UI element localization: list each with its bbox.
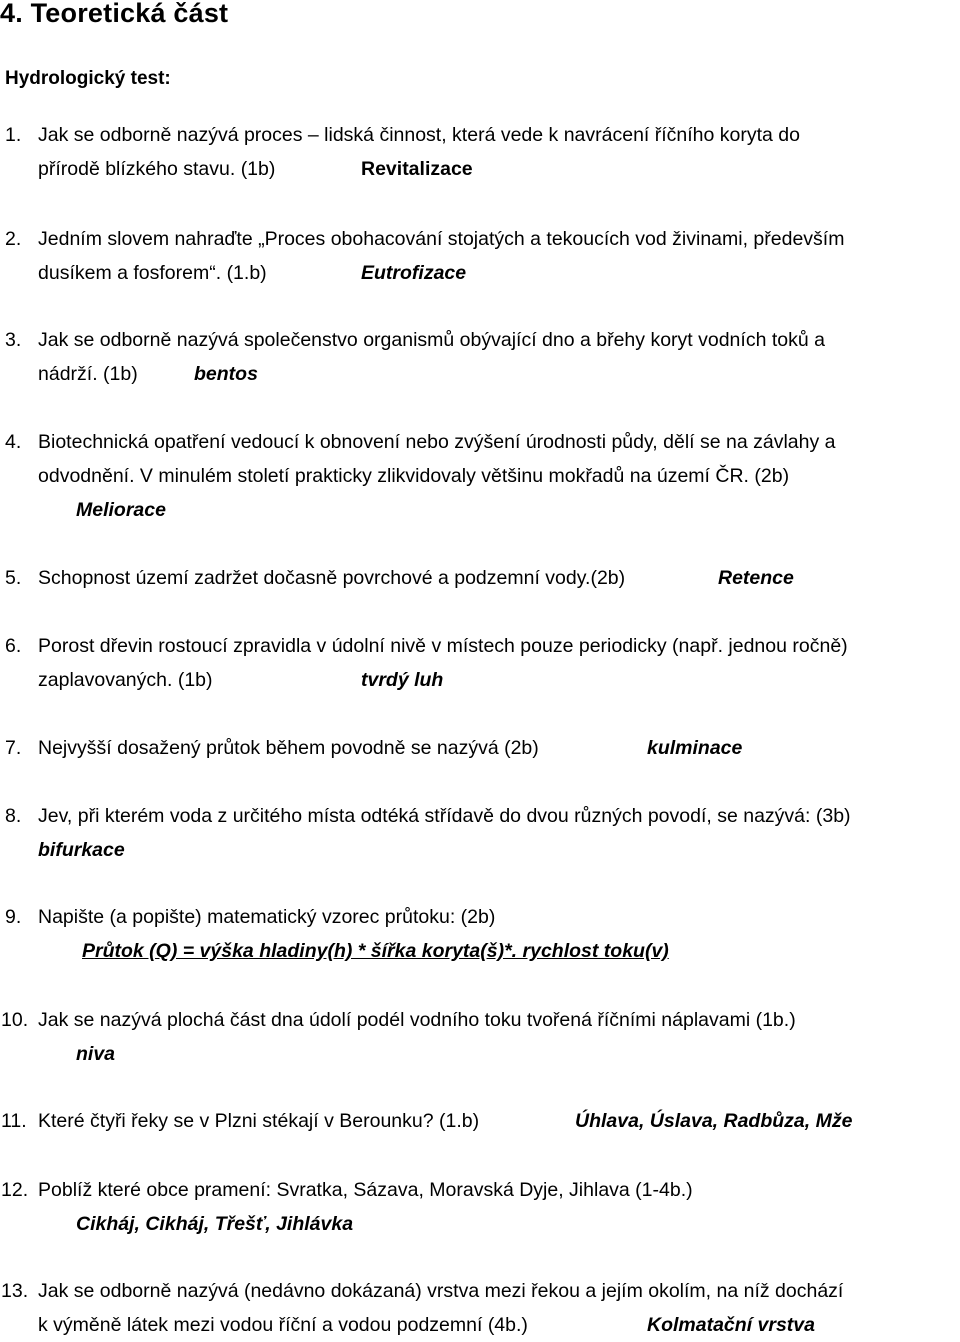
question-text: Jedním slovem nahraďte „Proces obohacování stojatých a tekoucích vod živinami, především [38, 228, 845, 250]
question-number: 2. [5, 228, 22, 250]
question-text: odvodnění. V minulém století prakticky zlikvidovaly většinu mokřadů na území ČR. (2b) [38, 465, 790, 487]
question-text: Nejvyšší dosažený průtok během povodně se nazývá (2b) [38, 737, 539, 759]
question-number: 7. [5, 737, 22, 759]
question-2 [0, 222, 960, 290]
question-text: Jak se odborně nazývá (nedávno dokázaná) vrstva mezi řekou a jejím okolím, na níž dochází [38, 1280, 844, 1302]
answer-text: bentos [194, 363, 258, 385]
question-10 [0, 1003, 960, 1071]
question-text: Jak se odborně nazývá proces – lidská činnost, která vede k navrácení říčního koryta do [38, 124, 800, 146]
answer-text: Úhlava, Úslava, Radbůza, Mže [575, 1110, 853, 1132]
question-7 [0, 731, 960, 765]
answer-text: tvrdý luh [361, 669, 444, 691]
question-text: Jak se nazývá plochá část dna údolí podél vodního toku tvořená říčními náplavami (1b.) [38, 1009, 796, 1031]
question-text: zaplavovaných. (1b) [38, 669, 213, 691]
answer-text: Meliorace [76, 499, 166, 521]
answer-text: kulminace [647, 737, 743, 759]
question-1 [0, 118, 960, 186]
answer-text: Eutrofizace [361, 262, 467, 284]
question-9 [0, 900, 960, 968]
formula-answer: Průtok (Q) = výška hladiny(h) * šířka koryta(š)*. rychlost toku(v) [82, 940, 669, 962]
question-3 [0, 323, 960, 391]
question-5 [0, 561, 960, 595]
answer-text: Cikháj, Cikháj, Třešť, Jihlávka [76, 1213, 354, 1235]
answer-text: niva [76, 1043, 116, 1065]
answer-text: Kolmatační vrstva [647, 1314, 815, 1336]
question-number: 5. [5, 567, 22, 589]
question-text: Porost dřevin rostoucí zpravidla v údolní nivě v místech pouze periodicky (např. jednou ročně) [38, 635, 848, 657]
question-text: přírodě blízkého stavu. (1b) [38, 158, 276, 180]
answer-text: Retence [718, 567, 794, 589]
question-number: 6. [5, 635, 22, 657]
question-number: 10. [1, 1009, 29, 1031]
test-title: Hydrologický test: [5, 68, 171, 89]
question-13 [0, 1274, 960, 1342]
section-heading: 4. Teoretická část [0, 0, 229, 28]
question-text: Napište (a popište) matematický vzorec průtoku: (2b) [38, 906, 496, 928]
question-6 [0, 629, 960, 697]
question-number: 4. [5, 431, 22, 453]
question-text: Biotechnická opatření vedoucí k obnovení nebo zvýšení úrodnosti půdy, dělí se na závlahy a [38, 431, 836, 453]
question-text: nádrží. (1b) [38, 363, 138, 385]
question-4 [0, 425, 960, 527]
answer-text: bifurkace [38, 839, 125, 861]
question-text: Schopnost území zadržet dočasně povrchové a podzemní vody.(2b) [38, 567, 626, 589]
question-text: Jev, při kterém voda z určitého místa odtéká střídavě do dvou různých povodí, se nazývá: (3b) [38, 805, 851, 827]
question-text: Jak se odborně nazývá společenstvo organismů obývající dno a břehy koryt vodních toků a [38, 329, 825, 351]
question-number: 13. [1, 1280, 29, 1302]
question-number: 9. [5, 906, 22, 928]
question-text: Poblíž které obce pramení: Svratka, Sázava, Moravská Dyje, Jihlava (1-4b.) [38, 1179, 693, 1201]
question-number: 3. [5, 329, 22, 351]
question-number: 12. [1, 1179, 29, 1201]
question-12 [0, 1173, 960, 1241]
question-text: dusíkem a fosforem“. (1.b) [38, 262, 267, 284]
question-number: 1. [5, 124, 22, 146]
question-text: k výměně látek mezi vodou říční a vodou podzemní (4b.) [38, 1314, 528, 1336]
question-11 [0, 1104, 960, 1138]
answer-text: Revitalizace [361, 158, 473, 180]
question-text: Které čtyři řeky se v Plzni stékají v Berounku? (1.b) [38, 1110, 480, 1132]
question-number: 11. [1, 1110, 27, 1132]
question-8 [0, 799, 960, 867]
question-number: 8. [5, 805, 22, 827]
